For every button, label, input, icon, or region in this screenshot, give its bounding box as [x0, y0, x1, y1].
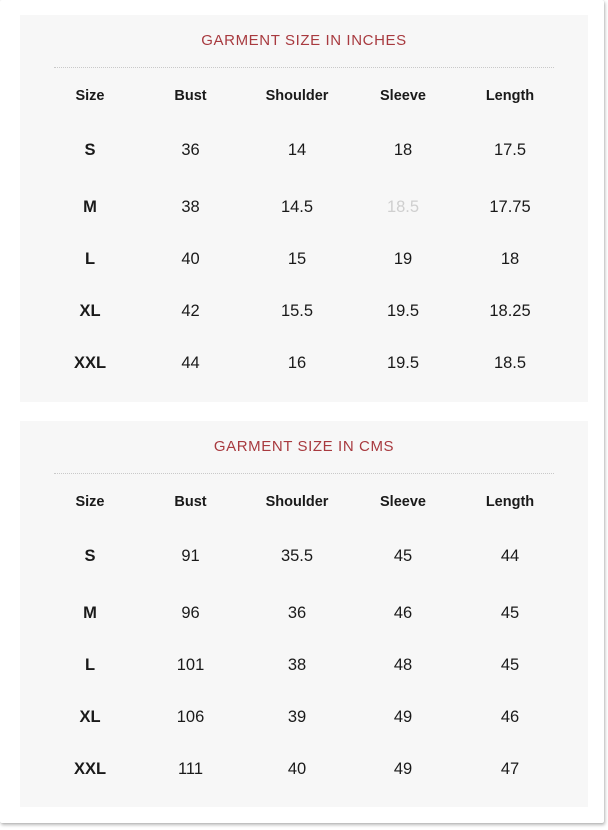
size-cell: M: [83, 603, 97, 622]
length-cell: 18: [500, 249, 520, 268]
table-row: [48, 639, 559, 691]
table-row: [48, 337, 559, 389]
length-cell: 47: [500, 759, 520, 778]
bust-cell: 36: [181, 140, 200, 159]
size-cell: XXL: [73, 759, 107, 778]
length-cell: 44: [500, 546, 520, 565]
inches-table-title: GARMENT SIZE IN INCHES: [201, 32, 407, 49]
sleeve-cell: 19.5: [386, 301, 420, 320]
table-header-row: [48, 483, 559, 521]
sleeve-cell: 45: [393, 546, 413, 565]
title-divider: [54, 473, 554, 474]
bust-cell: 44: [181, 353, 200, 372]
size-cell: XL: [79, 707, 101, 726]
title-divider: [54, 67, 554, 68]
table-row: [48, 521, 559, 587]
table-row: [48, 115, 559, 181]
sleeve-cell: 19.5: [386, 353, 420, 372]
length-cell: 18.5: [493, 353, 527, 372]
table-row: [48, 285, 559, 337]
shoulder-cell: 35.5: [280, 546, 314, 565]
bust-cell: 96: [181, 603, 200, 622]
length-cell: 17.75: [489, 197, 531, 216]
sleeve-cell: 18: [393, 140, 413, 159]
bust-cell: 106: [176, 707, 205, 726]
shoulder-cell: 40: [287, 759, 307, 778]
size-cell: XL: [79, 301, 101, 320]
column-header-size: Size: [75, 88, 105, 104]
size-cell: L: [84, 249, 96, 268]
shoulder-cell: 39: [287, 707, 307, 726]
length-cell: 17.5: [493, 140, 527, 159]
shoulder-cell: 15: [287, 249, 307, 268]
table-row: [48, 181, 559, 233]
bust-cell: 91: [181, 546, 200, 565]
size-cell: L: [84, 655, 96, 674]
size-chart-inches-card: [20, 15, 588, 402]
column-header-sleeve: Sleeve: [380, 88, 426, 104]
shoulder-cell: 38: [287, 655, 307, 674]
size-cell: S: [84, 546, 96, 565]
bust-cell: 101: [176, 655, 205, 674]
column-header-length: Length: [485, 88, 535, 104]
sleeve-cell: 19: [393, 249, 413, 268]
shoulder-cell: 14.5: [280, 197, 314, 216]
column-header-bust: Bust: [174, 494, 207, 510]
sleeve-cell: 49: [393, 707, 413, 726]
column-header-length: Length: [485, 494, 535, 510]
size-cell: XXL: [73, 353, 107, 372]
shoulder-cell: 15.5: [280, 301, 314, 320]
size-cell: S: [84, 140, 96, 159]
bust-cell: 40: [181, 249, 200, 268]
cms-size-table: [48, 483, 559, 795]
column-header-shoulder: Shoulder: [265, 88, 329, 104]
sleeve-cell: 46: [393, 603, 413, 622]
length-cell: 45: [500, 603, 520, 622]
bust-cell: 42: [181, 301, 200, 320]
table-row: [48, 743, 559, 795]
length-cell: 18.25: [489, 301, 531, 320]
cms-table-title: GARMENT SIZE IN CMS: [213, 438, 395, 455]
sleeve-cell: 18.5: [386, 197, 420, 216]
column-header-size: Size: [75, 494, 105, 510]
bust-cell: 38: [181, 197, 200, 216]
table-row: [48, 691, 559, 743]
column-header-sleeve: Sleeve: [380, 494, 426, 510]
column-header-bust: Bust: [174, 88, 207, 104]
sleeve-cell: 48: [393, 655, 413, 674]
size-cell: M: [83, 197, 97, 216]
sleeve-cell: 49: [393, 759, 413, 778]
table-row: [48, 587, 559, 639]
table-row: [48, 233, 559, 285]
length-cell: 46: [500, 707, 520, 726]
size-chart-cms-card: [20, 421, 588, 807]
shoulder-cell: 14: [287, 140, 307, 159]
column-header-shoulder: Shoulder: [265, 494, 329, 510]
shoulder-cell: 36: [287, 603, 307, 622]
table-header-row: [48, 77, 559, 115]
shoulder-cell: 16: [287, 353, 307, 372]
bust-cell: 111: [177, 759, 204, 778]
length-cell: 45: [500, 655, 520, 674]
inches-size-table: [48, 77, 559, 389]
